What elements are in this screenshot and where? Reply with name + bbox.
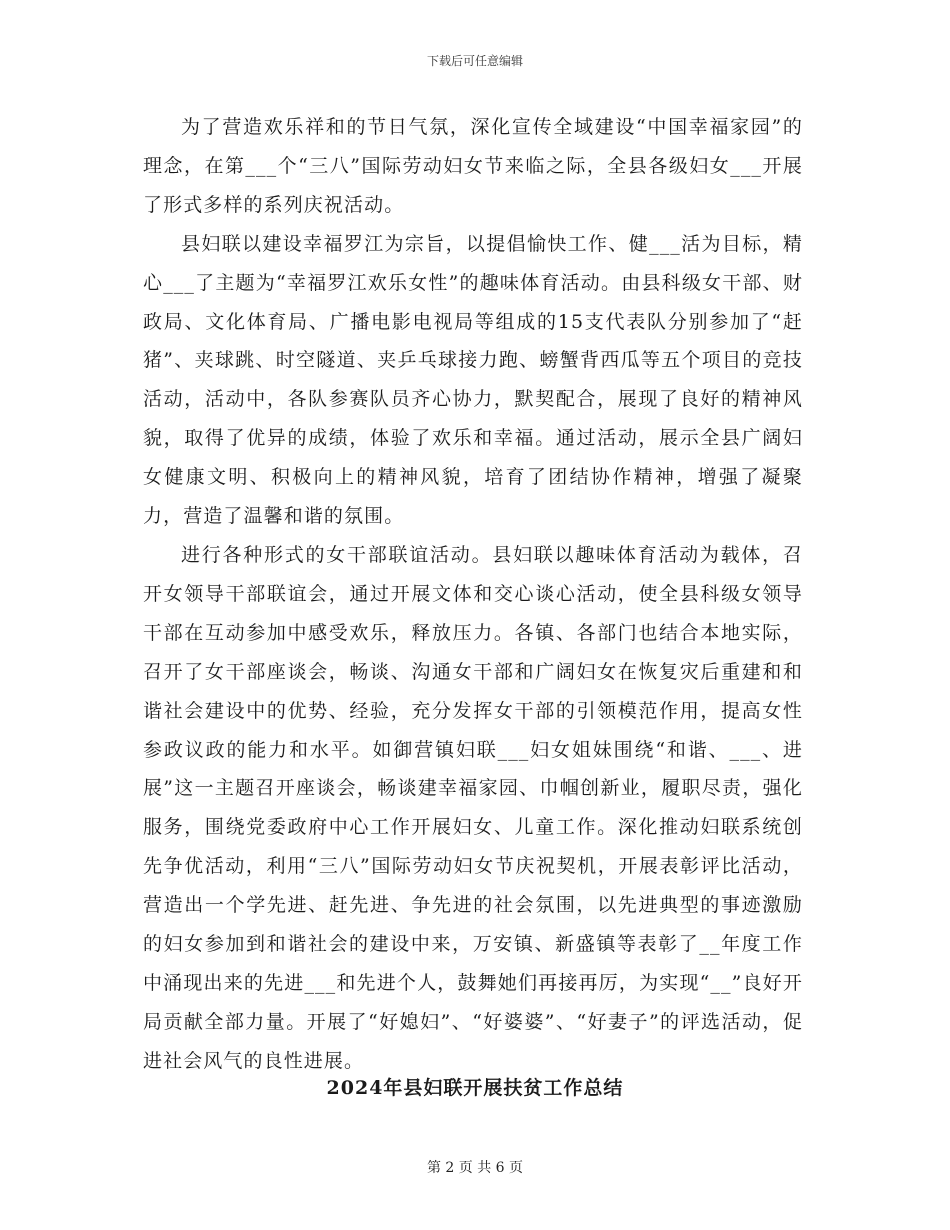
page-footer: 第 2 页 共 6 页 [426, 1160, 524, 1176]
header-note: 下载后可任意编辑 [426, 54, 523, 68]
paragraph-celebration-intro: 为了营造欢乐祥和的节日气氛，深化宣传全域建设“中国幸福家园”的理念，在第___个“三八”国际劳动妇女节来临之际，全县各级妇女___开展了形式多样的系列庆祝活动。 [143, 116, 803, 216]
document-body [143, 108, 803, 1081]
section-title: 2024年县妇联开展扶贫工作总结 [326, 1077, 624, 1099]
paragraph-cadre-fellowship: 进行各种形式的女干部联谊活动。县妇联以趣味体育活动为载体，召开女领导干部联谊会，通过开展文体和交心谈心活动，使全县科级女领导干部在互动参加中感受欢乐，释放压力。各镇、各部门也结合本地实际，召开了女干部座谈会，畅谈、沟通女干部和广阔妇女在恢复灾后重建和和谐社会建设中的优势、经验，充分发挥女干部的引领模范作用，提高女性参政议政的能力和水平。如御营镇妇联___妇女姐妹围绕“和谐、___、进展”这一主题召开座谈会，畅谈建幸福家园、巾帼创新业，履职尽责，强化服务，围绕党委政府中心工作开展妇女、儿童工作。深化推动妇联系统创先争优活动，利用“三八”国际劳动妇女节庆祝契机，开展表彰评比活动，营造出一个学先进、赶先进、争先进的社会氛围，以先进典型的事迹激励的妇女参加到和谐社会的建设中来，万安镇、新盛镇等表彰了__年度工作中涌现出来的先进___和先进个人，鼓舞她们再接再厉，为实现“__”良好开局贡献全部力量。开展了“好媳妇”、“好婆婆”、“好妻子”的评选活动，促进社会风气的良性进展。 [143, 543, 803, 1072]
paragraph-sports-activity: 县妇联以建设幸福罗江为宗旨，以提倡愉快工作、健___活为目标，精心___了主题为“幸福罗江欢乐女性”的趣味体育活动。由县科级女干部、财政局、文化体育局、广播电影电视局等组成的15支代表队分别参加了“赶猪”、夹球跳、时空隧道、夹乒乓球接力跑、螃蟹背西瓜等五个项目的竞技活动，活动中，各队参赛队员齐心协力，默契配合，展现了良好的精神风貌，取得了优异的成绩，体验了欢乐和幸福。通过活动，展示全县广阔妇女健康文明、积极向上的精神风貌，培育了团结协作精神，增强了凝聚力，营造了温馨和谐的氛围。 [143, 232, 803, 528]
